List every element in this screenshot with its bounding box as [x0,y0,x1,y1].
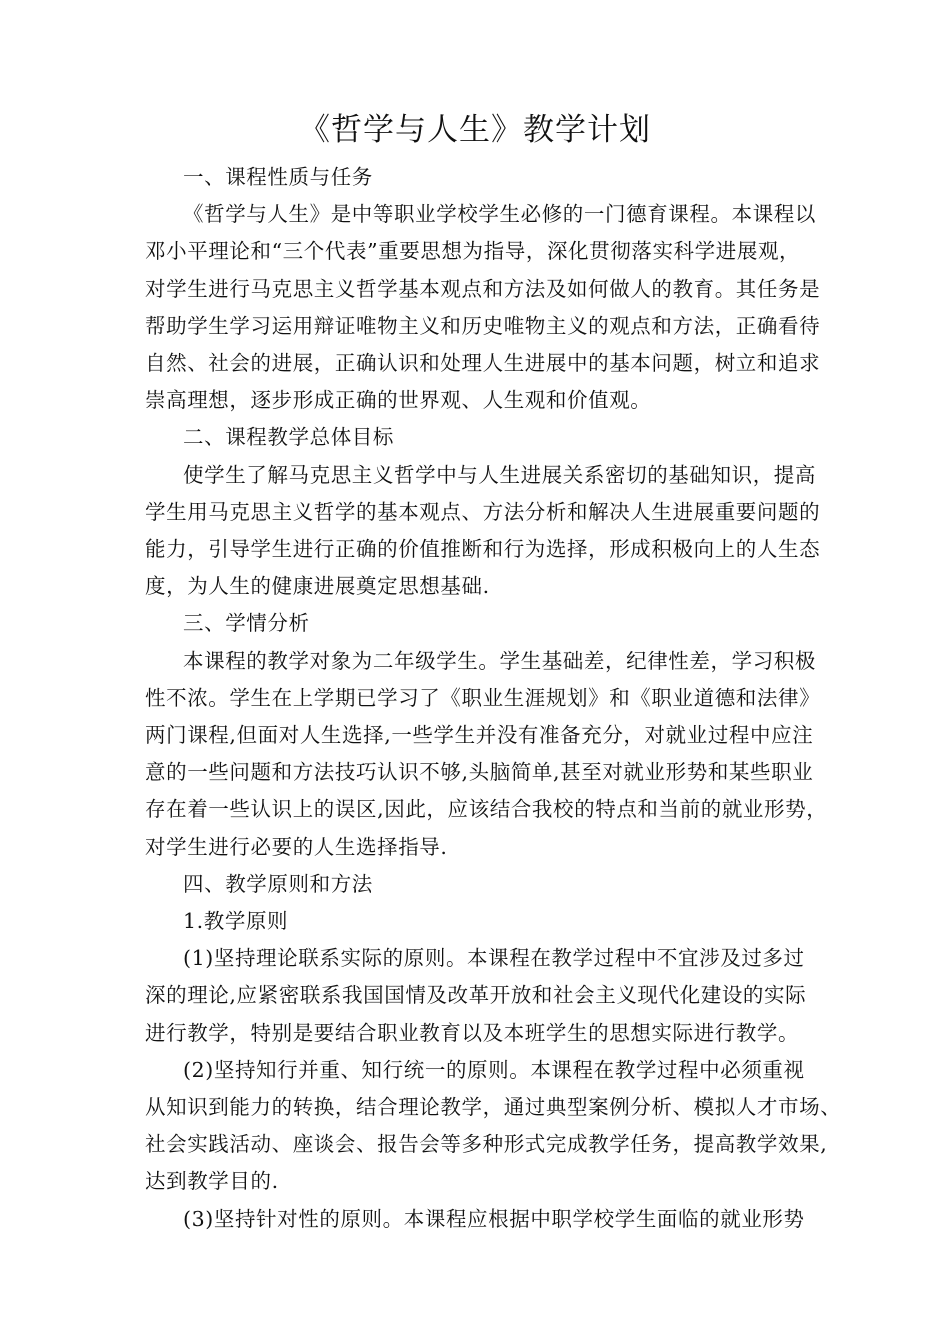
text-line: 帮助学生学习运用辩证唯物主义和历史唯物主义的观点和方法，正确看待 [145,313,821,338]
text-line: 对学生进行必要的人生选择指导. [145,834,448,859]
text-line: 1.教学原则 [183,909,289,933]
text-line: 能力，引导学生进行正确的价值推断和行为选择，形成积极向上的人生态 [145,537,821,561]
text-line: 崇高理想，逐步形成正确的世界观、人生观和价值观。 [145,388,652,413]
text-line: 对学生进行马克思主义哲学基本观点和方法及如何做人的教育。其任务是 [145,276,821,301]
text-line: (1)坚持理论联系实际的原则。本课程在教学过程中不宜涉及过多过 [183,946,805,971]
text-line: 邓小平理论和“三个代表”重要思想为指导，深化贯彻落实科学进展观， [145,239,801,264]
text-line: 深的理论,应紧密联系我国国情及改革开放和社会主义现代化建设的实际 [145,983,807,1008]
text-line: 使学生了解马克思主义哲学中与人生进展关系密切的基础知识，提高 [183,462,816,487]
text-line: 进行教学，特别是要结合职业教育以及本班学生的思想实际进行教学。 [145,1020,800,1045]
text-line: 自然、社会的进展，正确认识和处理人生进展中的基本问题，树立和追求 [145,351,821,375]
text-line: 四、教学原则和方法 [183,871,373,896]
text-line: 意的一些问题和方法技巧认识不够,头脑简单,甚至对就业形势和某些职业 [145,760,814,785]
text-line: 存在着一些认识上的误区,因此，应该结合我校的特点和当前的就业形势， [145,797,828,822]
text-line: 度，为人生的健康进展奠定思想基础. [145,574,490,599]
text-line: 本课程的教学对象为二年级学生。学生基础差，纪律性差，学习积极 [183,648,816,673]
text-line: 三、学情分析 [183,611,310,636]
text-line: 达到教学目的. [145,1169,279,1194]
text-line: (2)坚持知行并重、知行统一的原则。本课程在教学过程中必须重视 [183,1057,805,1082]
text-line: 学生用马克思主义哲学的基本观点、方法分析和解决人生进展重要问题的 [145,499,821,524]
text-line: (3)坚持针对性的原则。本课程应根据中职学校学生面临的就业形势 [183,1206,805,1231]
text-line: 二、课程教学总体目标 [183,425,394,450]
text-line: 一、课程性质与任务 [183,165,373,189]
text-line: 两门课程,但面对人生选择,一些学生并没有准备充分，对就业过程中应注 [145,723,814,747]
text-line: 从知识到能力的转换，结合理论教学，通过典型案例分析、模拟人才市场、 [145,1095,842,1119]
document-title: 《哲学与人生》教学计划 [299,112,651,148]
text-line: 《哲学与人生》是中等职业学校学生必修的一门德育课程。本课程以 [183,202,816,227]
text-line: 社会实践活动、座谈会、报告会等多种形式完成教学任务，提高教学效果, [145,1132,828,1157]
text-line: 性不浓。学生在上学期已学习了《职业生涯规划》和《职业道德和法律》 [145,685,821,710]
